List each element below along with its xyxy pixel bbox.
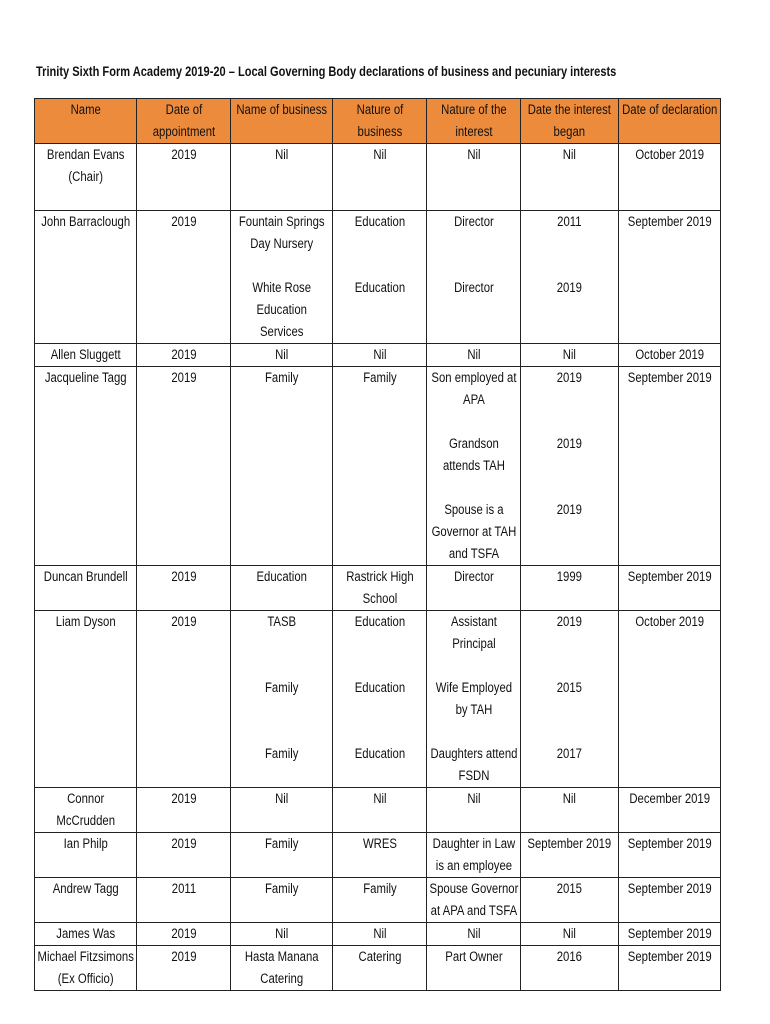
cell-name-business: Fountain Springs Day Nursery: [231, 211, 333, 256]
spacer-row: [35, 721, 721, 743]
cell-name-business: Education: [231, 566, 333, 611]
cell-name: [35, 433, 137, 477]
cell-nature-business: Catering: [333, 946, 427, 991]
cell-nature-business: Education: [333, 677, 427, 721]
cell-date-declaration: [619, 677, 721, 721]
cell-name-business: [231, 499, 333, 566]
cell-nature-interest: Nil: [427, 788, 521, 833]
cell-nature-business: Education: [333, 611, 427, 656]
cell-date-appointment: [137, 677, 231, 721]
cell-name-business: Family: [231, 677, 333, 721]
cell-name-business: Family: [231, 833, 333, 878]
cell-date-began: Nil: [521, 788, 619, 833]
col-header-date-appointment: Date of appointment: [137, 99, 231, 144]
cell-date-appointment: 2019: [137, 946, 231, 991]
cell-name: [35, 277, 137, 344]
cell-date-appointment: 2019: [137, 211, 231, 256]
table-row: [35, 833, 721, 878]
cell-date-began: 2019: [521, 433, 619, 477]
cell-date-declaration: September 2019: [619, 211, 721, 256]
cell-nature-interest: Director: [427, 566, 521, 611]
cell-date-began: September 2019: [521, 833, 619, 878]
cell-name: Duncan Brundell: [35, 566, 137, 611]
table-row: [35, 211, 721, 256]
cell-date-began: 1999: [521, 566, 619, 611]
table-row: [35, 611, 721, 656]
cell-date-declaration: September 2019: [619, 878, 721, 923]
header-row: [35, 99, 721, 144]
cell-nature-interest: Part Owner: [427, 946, 521, 991]
table-row: [35, 499, 721, 566]
cell-date-declaration: September 2019: [619, 367, 721, 412]
table-row: [35, 344, 721, 367]
table-row: [35, 878, 721, 923]
table-row: [35, 946, 721, 991]
cell-date-declaration: September 2019: [619, 946, 721, 991]
cell-nature-interest: Assistant Principal: [427, 611, 521, 656]
cell-name: Ian Philp: [35, 833, 137, 878]
cell-name-business: Family: [231, 878, 333, 923]
cell-date-declaration: [619, 433, 721, 477]
table-row: [35, 367, 721, 412]
cell-name-business: Nil: [231, 923, 333, 946]
cell-date-appointment: [137, 499, 231, 566]
cell-nature-business: Rastrick High School: [333, 566, 427, 611]
cell-nature-interest: Wife Employed by TAH: [427, 677, 521, 721]
cell-name-business: Nil: [231, 788, 333, 833]
cell-date-declaration: December 2019: [619, 788, 721, 833]
cell-date-began: 2019: [521, 499, 619, 566]
cell-date-began: 2019: [521, 277, 619, 344]
cell-name: James Was: [35, 923, 137, 946]
cell-nature-interest: Spouse is a Governor at TAH and TSFA: [427, 499, 521, 566]
cell-name: Andrew Tagg: [35, 878, 137, 923]
cell-nature-interest: Director: [427, 277, 521, 344]
cell-name: Michael Fitzsimons (Ex Officio): [35, 946, 137, 991]
cell-name: John Barraclough: [35, 211, 137, 256]
cell-nature-business: WRES: [333, 833, 427, 878]
table-row: [35, 277, 721, 344]
cell-name-business: Nil: [231, 344, 333, 367]
cell-name-business: TASB: [231, 611, 333, 656]
cell-date-appointment: 2019: [137, 566, 231, 611]
cell-nature-interest: Grandson attends TAH: [427, 433, 521, 477]
cell-nature-interest: Son employed at APA: [427, 367, 521, 412]
cell-name-business: White Rose Education Services: [231, 277, 333, 344]
spacer-row: [35, 255, 721, 277]
cell-nature-interest: Director: [427, 211, 521, 256]
cell-nature-business: Nil: [333, 788, 427, 833]
declarations-table: [34, 98, 721, 991]
cell-date-appointment: [137, 277, 231, 344]
cell-name-business: [231, 433, 333, 477]
spacer-row: [35, 655, 721, 677]
cell-date-began: 2019: [521, 367, 619, 412]
cell-nature-business: Education: [333, 743, 427, 788]
cell-date-declaration: [619, 743, 721, 788]
table-row: [35, 566, 721, 611]
cell-date-declaration: September 2019: [619, 566, 721, 611]
cell-nature-business: Nil: [333, 344, 427, 367]
cell-date-appointment: 2019: [137, 611, 231, 656]
cell-name: Allen Sluggett: [35, 344, 137, 367]
table-row: [35, 677, 721, 721]
cell-date-declaration: September 2019: [619, 833, 721, 878]
cell-date-appointment: 2019: [137, 144, 231, 189]
cell-nature-interest: Nil: [427, 144, 521, 189]
cell-date-began: 2015: [521, 677, 619, 721]
cell-name-business: Nil: [231, 144, 333, 189]
cell-nature-business: Nil: [333, 923, 427, 946]
cell-date-began: 2011: [521, 211, 619, 256]
cell-nature-business: [333, 433, 427, 477]
cell-date-appointment: 2019: [137, 833, 231, 878]
cell-name: [35, 743, 137, 788]
col-header-nature-interest: Nature of the interest: [427, 99, 521, 144]
cell-nature-interest: Nil: [427, 344, 521, 367]
table-row: [35, 144, 721, 189]
cell-nature-business: Family: [333, 878, 427, 923]
cell-name: Brendan Evans (Chair): [35, 144, 137, 189]
cell-name: [35, 499, 137, 566]
cell-date-declaration: October 2019: [619, 344, 721, 367]
cell-date-began: 2019: [521, 611, 619, 656]
cell-name-business: Family: [231, 743, 333, 788]
spacer-row: [35, 477, 721, 499]
cell-nature-business: Family: [333, 367, 427, 412]
col-header-date-declaration: Date of declaration: [619, 99, 721, 144]
cell-date-declaration: September 2019: [619, 923, 721, 946]
cell-nature-business: Education: [333, 277, 427, 344]
cell-nature-interest: Daughter in Law is an employee: [427, 833, 521, 878]
table-row: [35, 743, 721, 788]
col-header-date-began: Date the interest began: [521, 99, 619, 144]
cell-date-declaration: October 2019: [619, 611, 721, 656]
cell-date-began: Nil: [521, 923, 619, 946]
cell-date-declaration: [619, 277, 721, 344]
cell-date-appointment: [137, 433, 231, 477]
cell-name-business: Family: [231, 367, 333, 412]
cell-nature-interest: Daughters attend FSDN: [427, 743, 521, 788]
cell-date-appointment: 2019: [137, 344, 231, 367]
document-title: Trinity Sixth Form Academy 2019-20 – Local Governing Body declarations of business and pecuniary interests: [36, 64, 617, 79]
table-row: [35, 923, 721, 946]
cell-date-began: 2015: [521, 878, 619, 923]
cell-date-began: 2016: [521, 946, 619, 991]
cell-nature-business: Education: [333, 211, 427, 256]
cell-date-appointment: 2019: [137, 367, 231, 412]
cell-name: Jacqueline Tagg: [35, 367, 137, 412]
cell-name-business: Hasta Manana Catering: [231, 946, 333, 991]
cell-date-declaration: [619, 499, 721, 566]
cell-nature-interest: Nil: [427, 923, 521, 946]
cell-date-appointment: [137, 743, 231, 788]
cell-date-appointment: 2019: [137, 788, 231, 833]
table-row: [35, 788, 721, 833]
cell-date-declaration: October 2019: [619, 144, 721, 189]
cell-nature-business: Nil: [333, 144, 427, 189]
cell-date-began: Nil: [521, 144, 619, 189]
cell-nature-interest: Spouse Governor at APA and TSFA: [427, 878, 521, 923]
cell-name: Liam Dyson: [35, 611, 137, 656]
cell-date-began: Nil: [521, 344, 619, 367]
col-header-name-business: Name of business: [231, 99, 333, 144]
cell-date-appointment: 2019: [137, 923, 231, 946]
spacer-row: [35, 411, 721, 433]
col-header-name: Name: [35, 99, 137, 144]
cell-date-began: 2017: [521, 743, 619, 788]
table-row: [35, 433, 721, 477]
cell-date-appointment: 2011: [137, 878, 231, 923]
spacer-row: [35, 188, 721, 211]
cell-name: Connor McCrudden: [35, 788, 137, 833]
col-header-nature-business: Nature of business: [333, 99, 427, 144]
cell-name: [35, 677, 137, 721]
cell-nature-business: [333, 499, 427, 566]
